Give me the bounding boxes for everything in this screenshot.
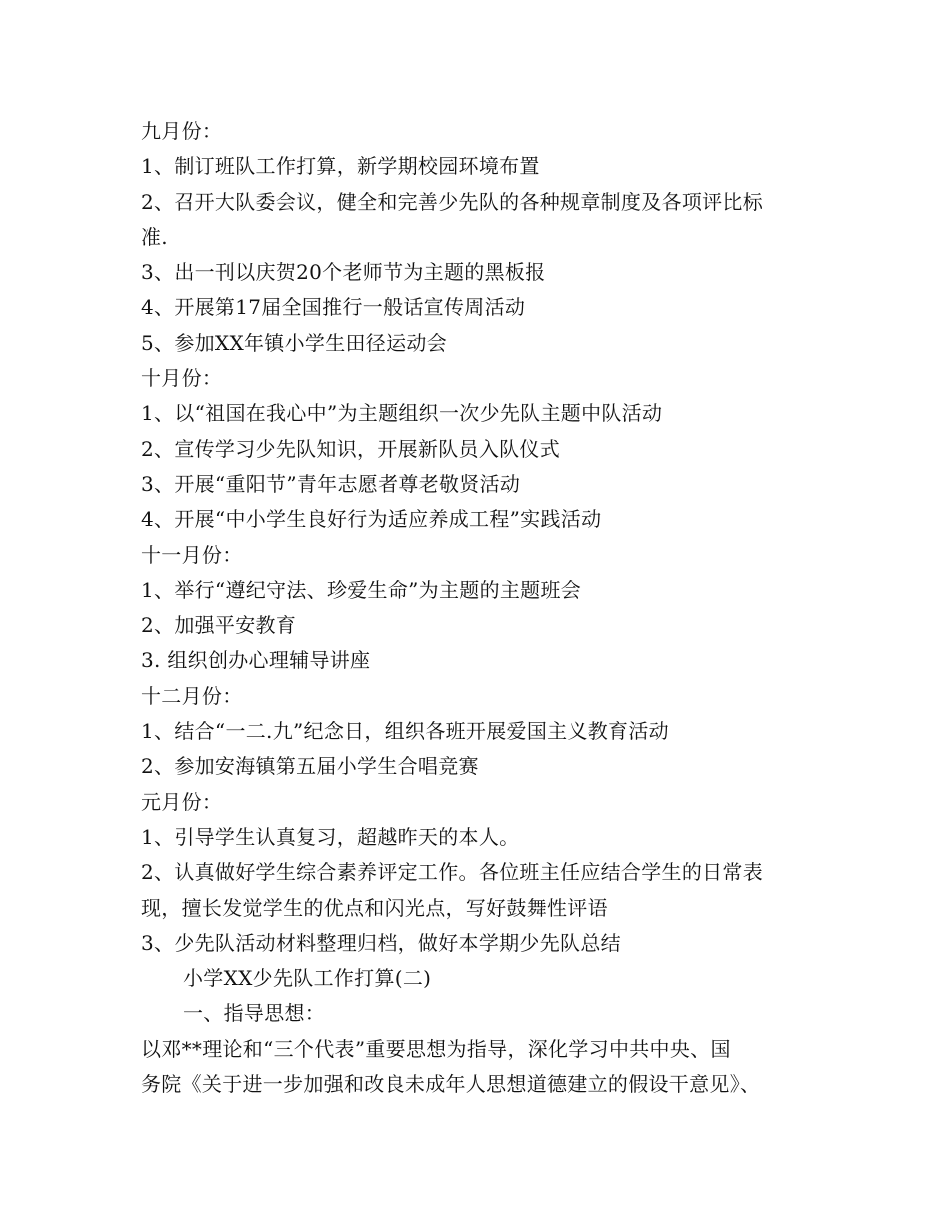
list-item: 2、宣传学习少先队知识，开展新队员入队仪式 (141, 436, 561, 461)
list-item: 2、认真做好学生综合素养评定工作。各位班主任应结合学生的日常表 (141, 860, 764, 885)
section-title: 小学XX少先队工作打算(二) (183, 966, 432, 991)
heading-september: 九月份： (141, 119, 223, 143)
list-item: 1、引导学生认真复习，超越昨天的本人。 (141, 824, 520, 849)
document-body (141, 114, 831, 1102)
list-item: 2、召开大队委会议，健全和完善少先队的各种规章制度及各项评比标 (141, 189, 764, 214)
list-item: 5、参加XX年镇小学生田径运动会 (141, 330, 448, 355)
heading-october: 十月份： (141, 366, 223, 391)
paragraph-line: 以邓**理论和“三个代表”重要思想为指导，深化学习中共中央、国 (141, 1036, 731, 1061)
subsection-heading: 一、指导思想： (183, 1001, 326, 1026)
list-item: 1、以“祖国在我心中”为主题组织一次少先队主题中队活动 (141, 401, 663, 426)
list-item: 2、参加安海镇第五届小学生合唱竞赛 (141, 754, 479, 779)
heading-november: 十一月份： (141, 542, 243, 567)
heading-january: 元月份： (141, 789, 223, 814)
list-item: 1、结合“一二.九”纪念日，组织各班开展爱国主义教育活动 (141, 719, 669, 744)
list-item: 3、出一刊以庆贺20个老师节为主题的黑板报 (141, 260, 546, 285)
list-item: 4、开展第17届全国推行一般话宣传周活动 (141, 295, 526, 320)
list-item: 1、举行“遵纪守法、珍爱生命”为主题的主题班会 (141, 577, 582, 602)
list-item: 3、少先队活动材料整理归档，做好本学期少先队总结 (141, 930, 621, 955)
heading-december: 十二月份： (141, 683, 243, 708)
list-item: 3. 组织创办心理辅导讲座 (141, 648, 371, 673)
paragraph-line: 务院《关于进一步加强和改良未成年人思想道德建立的假设干意见》、 (141, 1072, 761, 1097)
list-item: 3、开展“重阳节”青年志愿者尊老敬贤活动 (141, 471, 521, 496)
list-item: 4、开展“中小学生良好行为适应养成工程”实践活动 (141, 507, 602, 532)
list-item: 2、加强平安教育 (141, 613, 297, 638)
list-item-continuation: 现，擅长发觉学生的优点和闪光点，写好鼓舞性评语 (141, 895, 608, 920)
list-item: 1、制订班队工作打算，新学期校园环境布置 (141, 154, 540, 179)
list-item-continuation: 准. (141, 224, 168, 249)
